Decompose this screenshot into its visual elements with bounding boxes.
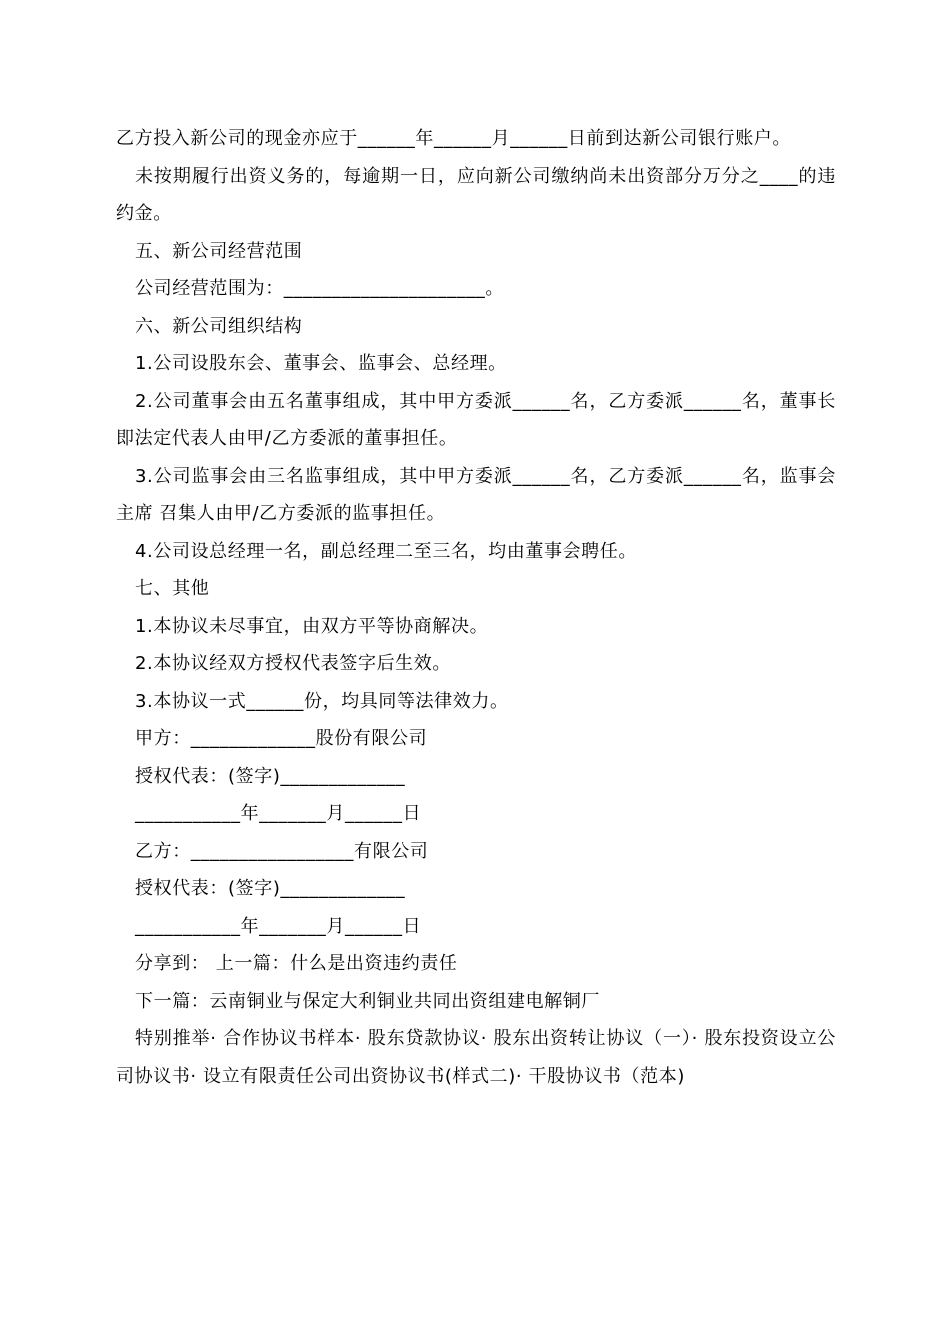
clause-other-2: 2.本协议经双方授权代表签字后生效。 xyxy=(135,653,451,674)
clause-org-3: 3.公司监事会由三名监事组成，其中甲方委派______名，乙方委派______名，监事会主席 召集人由甲/乙方委派的监事担任。 xyxy=(116,465,836,524)
recommended-links[interactable]: 特别推举· 合作协议书样本· 股东贷款协议· 股东出资转让协议（一）· 股东投资设立公司协议书· 设立有限责任公司出资协议书(样式二)· 干股协议书（范本) xyxy=(116,1028,836,1087)
party-a-signature-line: 授权代表：(签字)_____________ xyxy=(135,765,406,787)
next-article-link[interactable]: 下一篇：云南铜业与保定大利铜业共同出资组建电解铜厂 xyxy=(135,990,600,1012)
section-heading-business-scope: 五、新公司经营范围 xyxy=(135,240,303,262)
document-body xyxy=(116,120,836,1095)
party-b-signature-line: 授权代表：(签字)_____________ xyxy=(135,878,406,899)
section-heading-other: 七、其他 xyxy=(135,578,210,599)
party-a-date-line: ___________年_______月______日 xyxy=(135,803,422,824)
clause-org-1: 1.公司设股东会、董事会、监事会、总经理。 xyxy=(135,353,507,374)
clause-org-2: 2.公司董事会由五名董事组成，其中甲方委派______名，乙方委派______名，董事长即法定代表人由甲/乙方委派的董事担任。 xyxy=(116,390,836,449)
clause-other-1: 1.本协议未尽事宜，由双方平等协商解决。 xyxy=(135,615,489,637)
party-a-line: 甲方：_____________股份有限公司 xyxy=(135,728,428,749)
paragraph-late-penalty: 未按期履行出资义务的，每逾期一日，应向新公司缴纳尚未出资部分万分之____的违约金。 xyxy=(116,165,836,224)
share-previous-link[interactable]: 分享到： 上一篇：什么是出资违约责任 xyxy=(135,953,458,974)
clause-other-3: 3.本协议一式______份，均具同等法律效力。 xyxy=(135,690,509,712)
clause-org-4: 4.公司设总经理一名，副总经理二至三名，均由董事会聘任。 xyxy=(135,540,637,562)
party-b-date-line: ___________年_______月______日 xyxy=(135,915,422,937)
party-b-line: 乙方：_________________有限公司 xyxy=(135,840,429,862)
paragraph-cash-deadline: 乙方投入新公司的现金亦应于______年______月______日前到达新公司银行账户。 xyxy=(116,128,791,149)
paragraph-business-scope: 公司经营范围为：_____________________。 xyxy=(135,278,504,299)
section-heading-org-structure: 六、新公司组织结构 xyxy=(135,315,303,337)
